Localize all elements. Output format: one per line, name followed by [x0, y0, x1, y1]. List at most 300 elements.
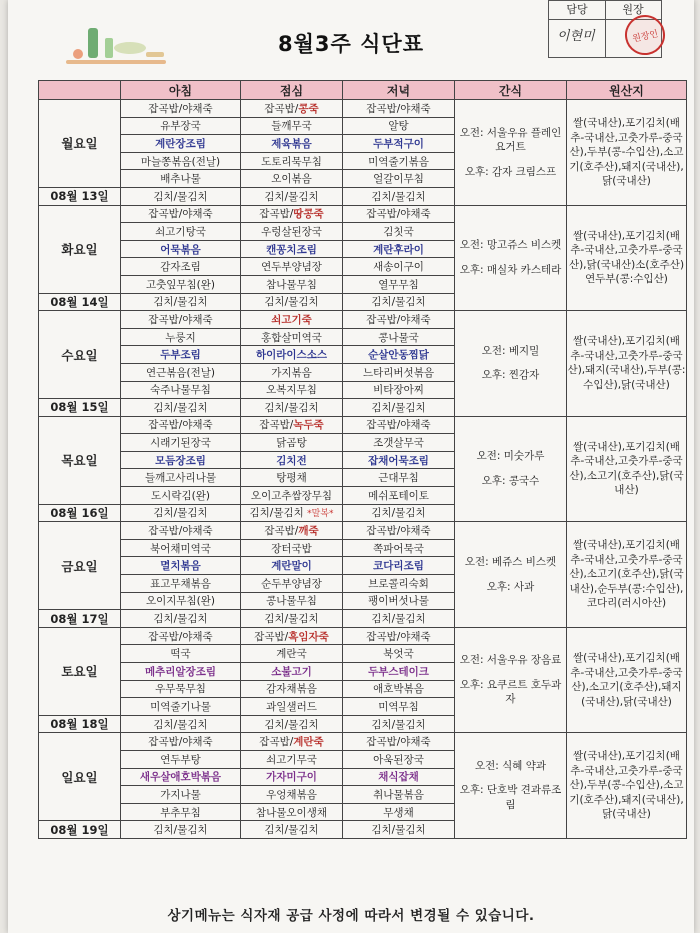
menu-cell	[343, 627, 455, 645]
menu-cell	[241, 663, 343, 681]
menu-item: 잡곡밥/야채죽	[366, 313, 431, 326]
menu-cell	[343, 152, 455, 170]
menu-item: 연근볶음(전날)	[145, 366, 216, 379]
date-label: 08월 18일	[39, 715, 121, 733]
menu-item: 북엇국	[383, 648, 414, 661]
menu-cell	[121, 610, 241, 628]
porridge-item: 콩죽	[298, 102, 319, 115]
menu-cell	[241, 645, 343, 663]
menu-cell	[121, 117, 241, 135]
menu-cell	[121, 733, 241, 751]
menu-cell	[343, 487, 455, 505]
menu-item: 잡곡밥/야채죽	[366, 736, 431, 749]
menu-item: 무생채	[383, 806, 414, 819]
menu-item: 새송이구이	[373, 261, 424, 274]
origin-cell: 쌀(국내산),포기김치(배추-국내산,고춧가루-중국산),두부(콩-수입산),소고기(호주산),돼지(국내산),닭(국내산)	[567, 733, 687, 839]
menu-cell	[241, 381, 343, 399]
menu-item: 멸치볶음	[160, 560, 201, 573]
snack-morning: 오전: 서울우유 플레인요거트	[459, 126, 562, 154]
menu-cell	[121, 592, 241, 610]
menu-item: 가지나물	[160, 788, 201, 801]
menu-cell	[241, 223, 343, 241]
day-label: 일요일	[39, 733, 121, 821]
menu-item: 두부조림	[160, 349, 201, 362]
date-label: 08월 15일	[39, 399, 121, 417]
date-label: 08월 16일	[39, 504, 121, 522]
menu-item: 가자미구이	[266, 771, 317, 784]
menu-cell	[343, 346, 455, 364]
menu-cell	[241, 575, 343, 593]
menu-cell	[241, 469, 343, 487]
menu-item: 김치/물김치	[264, 296, 319, 309]
menu-item: 탕평채	[276, 472, 307, 485]
menu-item: 메쉬포테이토	[368, 489, 429, 502]
menu-cell	[241, 627, 343, 645]
menu-item: 김치/물김치	[371, 718, 426, 731]
menu-item: 잡곡밥/야채죽	[366, 419, 431, 432]
snack-cell	[455, 733, 567, 839]
menu-cell	[121, 170, 241, 188]
snack-cell	[455, 522, 567, 628]
snack-morning: 오전: 베지밀	[481, 344, 540, 357]
date-label: 08월 17일	[39, 610, 121, 628]
menu-item: 잡곡밥/	[264, 102, 299, 115]
menu-item: 잡채어묵조림	[368, 454, 429, 467]
menu-item: 비타장아찌	[373, 384, 424, 397]
menu-cell	[343, 451, 455, 469]
menu-cell	[121, 152, 241, 170]
menu-cell	[343, 469, 455, 487]
menu-cell	[121, 575, 241, 593]
menu-item: 쪽파어묵국	[373, 542, 424, 555]
menu-item: 소불고기	[271, 665, 312, 678]
menu-cell	[343, 381, 455, 399]
menu-cell	[241, 170, 343, 188]
menu-cell	[241, 698, 343, 716]
snack-cell	[455, 416, 567, 522]
menu-cell	[121, 522, 241, 540]
menu-item: 잡곡밥/	[259, 736, 294, 749]
menu-item: 팽이버섯나물	[368, 595, 429, 608]
menu-cell	[241, 821, 343, 839]
signature: 이현미	[557, 29, 595, 44]
menu-cell	[241, 539, 343, 557]
porridge-item: 깨죽	[298, 525, 319, 538]
menu-item: 김치/물김치	[371, 190, 426, 203]
menu-item: 새우살애호박볶음	[139, 771, 222, 784]
menu-item: 시래기된장국	[150, 437, 211, 450]
snack-cell	[455, 100, 567, 206]
menu-item: 떡국	[170, 648, 191, 661]
menu-item: 들깨고사리나물	[144, 472, 216, 485]
menu-item: 표고무채볶음	[150, 577, 211, 590]
menu-item: 계란후라이	[373, 243, 424, 256]
date-label: 08월 14일	[39, 293, 121, 311]
menu-item: 김치/물김치	[153, 718, 208, 731]
menu-item: 어묵볶음	[160, 243, 201, 256]
menu-cell	[343, 821, 455, 839]
snack-cell	[455, 627, 567, 733]
snack-cell	[455, 311, 567, 417]
day-label: 금요일	[39, 522, 121, 610]
menu-item: 취나물볶음	[373, 788, 424, 801]
menu-item: 김치/물김치	[371, 507, 426, 520]
menu-cell	[121, 399, 241, 417]
menu-cell	[241, 135, 343, 153]
menu-cell	[121, 786, 241, 804]
snack-afternoon: 오후: 사과	[486, 580, 535, 593]
menu-cell	[343, 750, 455, 768]
menu-cell	[343, 240, 455, 258]
menu-item: 열무무침	[378, 278, 419, 291]
snack-morning: 오전: 미숫가루	[476, 450, 545, 463]
menu-item: 잡곡밥/야채죽	[148, 525, 213, 538]
menu-cell	[121, 100, 241, 118]
menu-cell	[343, 539, 455, 557]
menu-cell	[121, 275, 241, 293]
menu-item: 애호박볶음	[373, 683, 424, 696]
menu-cell	[121, 381, 241, 399]
menu-item: 누룽지	[165, 331, 196, 344]
menu-cell	[121, 663, 241, 681]
menu-item: 오이볶음	[271, 173, 312, 186]
menu-cell	[343, 698, 455, 716]
menu-cell	[343, 416, 455, 434]
menu-cell	[121, 434, 241, 452]
origin-cell: 쌀(국내산),포기김치(배추-국내산,고춧가루-중국산),닭(국내산)소(호주산)연두부(콩:수입산)	[567, 205, 687, 311]
menu-cell	[241, 328, 343, 346]
menu-item: 잡곡밥/야채죽	[366, 630, 431, 643]
menu-item: 잡곡밥/	[264, 525, 299, 538]
menu-cell	[241, 803, 343, 821]
snack-afternoon: 오후: 매실차 카스테라	[459, 263, 562, 276]
origin-cell: 쌀(국내산),포기김치(배추-국내산,고춧가루-중국산),두부(콩-수입산),소고기(호주산),돼지(국내산),닭(국내산)	[567, 100, 687, 206]
menu-item: 김치/물김치	[153, 401, 208, 414]
director-seal: 원장인	[621, 11, 668, 58]
menu-item: 두부스테이크	[368, 665, 429, 678]
menu-cell	[343, 768, 455, 786]
menu-cell	[241, 117, 343, 135]
menu-cell	[343, 786, 455, 804]
menu-cell	[343, 610, 455, 628]
menu-cell	[343, 733, 455, 751]
menu-cell	[121, 187, 241, 205]
table-row	[39, 733, 687, 751]
menu-cell	[241, 258, 343, 276]
menu-cell	[343, 223, 455, 241]
table-row	[39, 100, 687, 118]
menu-item: 잡곡밥/야채죽	[148, 736, 213, 749]
menu-item: 브로콜리숙회	[368, 577, 429, 590]
menu-cell	[343, 258, 455, 276]
menu-item: 쇠고기무국	[266, 753, 317, 766]
menu-cell	[121, 258, 241, 276]
menu-cell	[121, 223, 241, 241]
menu-item: 콩나물국	[378, 331, 419, 344]
menu-cell	[343, 363, 455, 381]
menu-cell	[121, 557, 241, 575]
menu-cell	[241, 434, 343, 452]
menu-item: 오이고추쌈장무침	[250, 489, 333, 502]
menu-item: 감자조림	[160, 261, 201, 274]
weekly-menu-table	[38, 80, 687, 839]
page-title: 8월3주 식단표	[278, 32, 424, 56]
header-breakfast: 아침	[121, 81, 241, 100]
menu-item: 연두부탕	[160, 753, 201, 766]
snack-morning: 오전: 베쥬스 비스켓	[464, 556, 557, 569]
menu-cell	[343, 328, 455, 346]
menu-cell	[121, 451, 241, 469]
menu-cell	[121, 363, 241, 381]
menu-item: 얼갈이무침	[373, 173, 424, 186]
snack-morning: 오전: 식혜 약과	[474, 759, 547, 772]
menu-cell	[343, 135, 455, 153]
menu-item: 참나물오이생채	[255, 806, 327, 819]
menu-cell	[241, 100, 343, 118]
menu-item: 도토리묵무침	[261, 155, 322, 168]
menu-cell	[343, 575, 455, 593]
menu-cell	[121, 469, 241, 487]
menu-item: 김치/물김치	[249, 507, 304, 520]
menu-item: 잡곡밥/야채죽	[366, 208, 431, 221]
menu-cell	[121, 539, 241, 557]
menu-item: 김치/물김치	[153, 507, 208, 520]
menu-item: 우무묵무침	[155, 683, 206, 696]
menu-cell	[241, 715, 343, 733]
menu-item: 김치/물김치	[264, 190, 319, 203]
menu-item: 들깨무국	[271, 120, 312, 133]
menu-item: 순살안동찜닭	[368, 349, 429, 362]
menu-cell	[343, 293, 455, 311]
header-lunch: 점심	[241, 81, 343, 100]
footer-notice: 상기메뉴는 식자재 공급 사정에 따라서 변경될 수 있습니다.	[167, 908, 535, 924]
menu-item: 김치/물김치	[153, 613, 208, 626]
menu-item: 메추리알장조림	[144, 665, 216, 678]
menu-item: 코다리조림	[373, 560, 424, 573]
menu-item: 김치/물김치	[264, 401, 319, 414]
menu-item: 모듬장조림	[155, 454, 206, 467]
menu-item: 김치/물김치	[371, 613, 426, 626]
menu-item: 장터국밥	[271, 542, 312, 555]
table-row	[39, 416, 687, 434]
menu-cell	[241, 363, 343, 381]
header-origin: 원산지	[567, 81, 687, 100]
menu-cell	[343, 715, 455, 733]
menu-cell	[241, 733, 343, 751]
menu-item: 김치/물김치	[371, 296, 426, 309]
menu-cell	[241, 205, 343, 223]
menu-cell	[121, 715, 241, 733]
menu-item: 도시락김(완)	[151, 489, 210, 502]
menu-cell	[241, 592, 343, 610]
day-label: 월요일	[39, 100, 121, 188]
menu-item: 캔꽁치조림	[266, 243, 317, 256]
menu-item: 두부적구이	[373, 137, 424, 150]
special-day-note: *말복*	[307, 509, 334, 520]
menu-cell	[343, 663, 455, 681]
menu-item: 참나물무침	[266, 278, 317, 291]
menu-item: 연두부양념장	[261, 261, 322, 274]
menu-cell	[343, 645, 455, 663]
header-snack: 간식	[455, 81, 567, 100]
snack-afternoon: 오후: 찐감자	[481, 369, 540, 382]
origin-cell: 쌀(국내산),포기김치(배추-국내산,고춧가루-중국산),돼지(국내산),두부(콩:수입산),닭(국내산)	[567, 311, 687, 417]
day-label: 수요일	[39, 311, 121, 399]
menu-item: 순두부양념장	[261, 577, 322, 590]
menu-item: 채식잡채	[378, 771, 419, 784]
menu-item: 닭곰탕	[276, 437, 307, 450]
menu-item: 김치/물김치	[153, 190, 208, 203]
menu-cell	[343, 680, 455, 698]
menu-cell	[121, 645, 241, 663]
menu-item: 유부장국	[160, 120, 201, 133]
menu-item: 미역무침	[378, 700, 419, 713]
porridge-item: 계란죽	[293, 736, 324, 749]
menu-item: 알탕	[388, 120, 409, 133]
menu-item: 잡곡밥/야채죽	[148, 419, 213, 432]
menu-cell	[241, 240, 343, 258]
menu-cell	[343, 592, 455, 610]
menu-cell	[121, 803, 241, 821]
menu-cell	[121, 416, 241, 434]
menu-cell	[343, 311, 455, 329]
menu-cell	[343, 275, 455, 293]
menu-item: 김치/물김치	[153, 824, 208, 837]
menu-cell	[343, 170, 455, 188]
menu-item: 계란국	[276, 648, 307, 661]
menu-item: 감자채볶음	[266, 683, 317, 696]
menu-item: 잡곡밥/야채죽	[148, 630, 213, 643]
menu-cell	[241, 504, 343, 522]
menu-cell	[343, 557, 455, 575]
menu-item: 쇠고기죽	[271, 313, 312, 326]
menu-item: 잡곡밥/	[259, 419, 294, 432]
menu-cell	[121, 293, 241, 311]
menu-cell	[241, 311, 343, 329]
menu-cell	[121, 768, 241, 786]
menu-item: 쇠고기탕국	[155, 225, 206, 238]
menu-cell	[241, 610, 343, 628]
menu-item: 고춧잎무침(완)	[145, 278, 216, 291]
menu-cell	[121, 205, 241, 223]
day-label: 화요일	[39, 205, 121, 293]
table-row	[39, 311, 687, 329]
menu-cell	[241, 293, 343, 311]
table-row	[39, 522, 687, 540]
snack-afternoon: 오후: 콩국수	[481, 474, 540, 487]
menu-item: 김치/물김치	[371, 401, 426, 414]
menu-cell	[241, 786, 343, 804]
date-label: 08월 19일	[39, 821, 121, 839]
menu-item: 조갯살무국	[373, 437, 424, 450]
menu-cell	[121, 680, 241, 698]
menu-cell	[241, 187, 343, 205]
menu-item: 김치/물김치	[371, 824, 426, 837]
menu-item: 오이지무침(완)	[145, 595, 216, 608]
menu-cell	[121, 311, 241, 329]
menu-item: 북어채미역국	[150, 542, 211, 555]
table-row	[39, 205, 687, 223]
menu-item: 잡곡밥/야채죽	[366, 525, 431, 538]
menu-cell	[343, 504, 455, 522]
menu-item: 오복지무침	[266, 384, 317, 397]
menu-item: 잡곡밥/야채죽	[148, 313, 213, 326]
menu-cell	[241, 557, 343, 575]
day-label: 토요일	[39, 627, 121, 715]
menu-cell	[121, 750, 241, 768]
menu-item: 김치/물김치	[264, 718, 319, 731]
porridge-item: 흑임자죽	[288, 630, 329, 643]
menu-cell	[343, 117, 455, 135]
menu-cell	[241, 680, 343, 698]
menu-item: 가지볶음	[271, 366, 312, 379]
menu-item: 김치/물김치	[264, 824, 319, 837]
menu-item: 느타리버섯볶음	[362, 366, 434, 379]
snack-morning: 오전: 망고쥬스 비스켓	[459, 239, 562, 252]
table-header-row	[39, 81, 687, 100]
menu-cell	[121, 821, 241, 839]
menu-item: 김치전	[276, 454, 307, 467]
menu-item: 잡곡밥/야채죽	[148, 208, 213, 221]
menu-item: 잡곡밥/야채죽	[366, 102, 431, 115]
menu-cell	[121, 346, 241, 364]
menu-item: 계란말이	[271, 560, 312, 573]
menu-cell	[241, 451, 343, 469]
menu-item: 부추무침	[160, 806, 201, 819]
menu-cell	[241, 487, 343, 505]
porridge-item: 땅콩죽	[293, 208, 324, 221]
menu-item: 숙주나물무침	[150, 384, 211, 397]
menu-cell	[241, 522, 343, 540]
snack-afternoon: 오후: 단호박 견과류조림	[459, 784, 562, 811]
menu-cell	[241, 416, 343, 434]
menu-item: 김치/물김치	[153, 296, 208, 309]
menu-item: 우렁살된장국	[261, 225, 322, 238]
header-dinner: 저녁	[343, 81, 455, 100]
menu-cell	[121, 240, 241, 258]
menu-cell	[343, 399, 455, 417]
menu-item: 계란장조림	[155, 137, 206, 150]
menu-item: 제육볶음	[271, 137, 312, 150]
menu-item: 과일샐러드	[266, 700, 317, 713]
origin-cell: 쌀(국내산),포기김치(배추-국내산,고춧가루-중국산),소고기(호주산),닭(국내산),순두부(콩:수입산),코다리(러시아산)	[567, 522, 687, 628]
snack-cell	[455, 205, 567, 311]
approval-label-director: 원장	[605, 1, 661, 20]
menu-cell	[343, 434, 455, 452]
menu-item: 김칫국	[383, 225, 414, 238]
menu-cell	[121, 135, 241, 153]
menu-cell	[343, 100, 455, 118]
menu-cell	[241, 768, 343, 786]
origin-cell: 쌀(국내산),포기김치(배추-국내산,고춧가루-중국산),소고기(호주산),돼지(국내산),닭(국내산)	[567, 627, 687, 733]
menu-cell	[241, 399, 343, 417]
menu-cell	[241, 152, 343, 170]
snack-morning: 오전: 서울우유 장음료	[459, 654, 562, 667]
menu-cell	[343, 187, 455, 205]
menu-cell	[343, 522, 455, 540]
origin-cell: 쌀(국내산),포기김치(배추-국내산,고춧가루-중국산),소고기(호주산),닭(국내산)	[567, 416, 687, 522]
date-label: 08월 13일	[39, 187, 121, 205]
menu-cell	[121, 504, 241, 522]
menu-sheet	[8, 0, 694, 933]
menu-item: 미역줄기볶음	[368, 155, 429, 168]
menu-cell	[241, 275, 343, 293]
table-row	[39, 627, 687, 645]
menu-cell	[241, 750, 343, 768]
menu-cell	[343, 803, 455, 821]
menu-item: 미역줄기나물	[150, 700, 211, 713]
menu-item: 마늘쫑볶음(전날)	[140, 155, 221, 168]
